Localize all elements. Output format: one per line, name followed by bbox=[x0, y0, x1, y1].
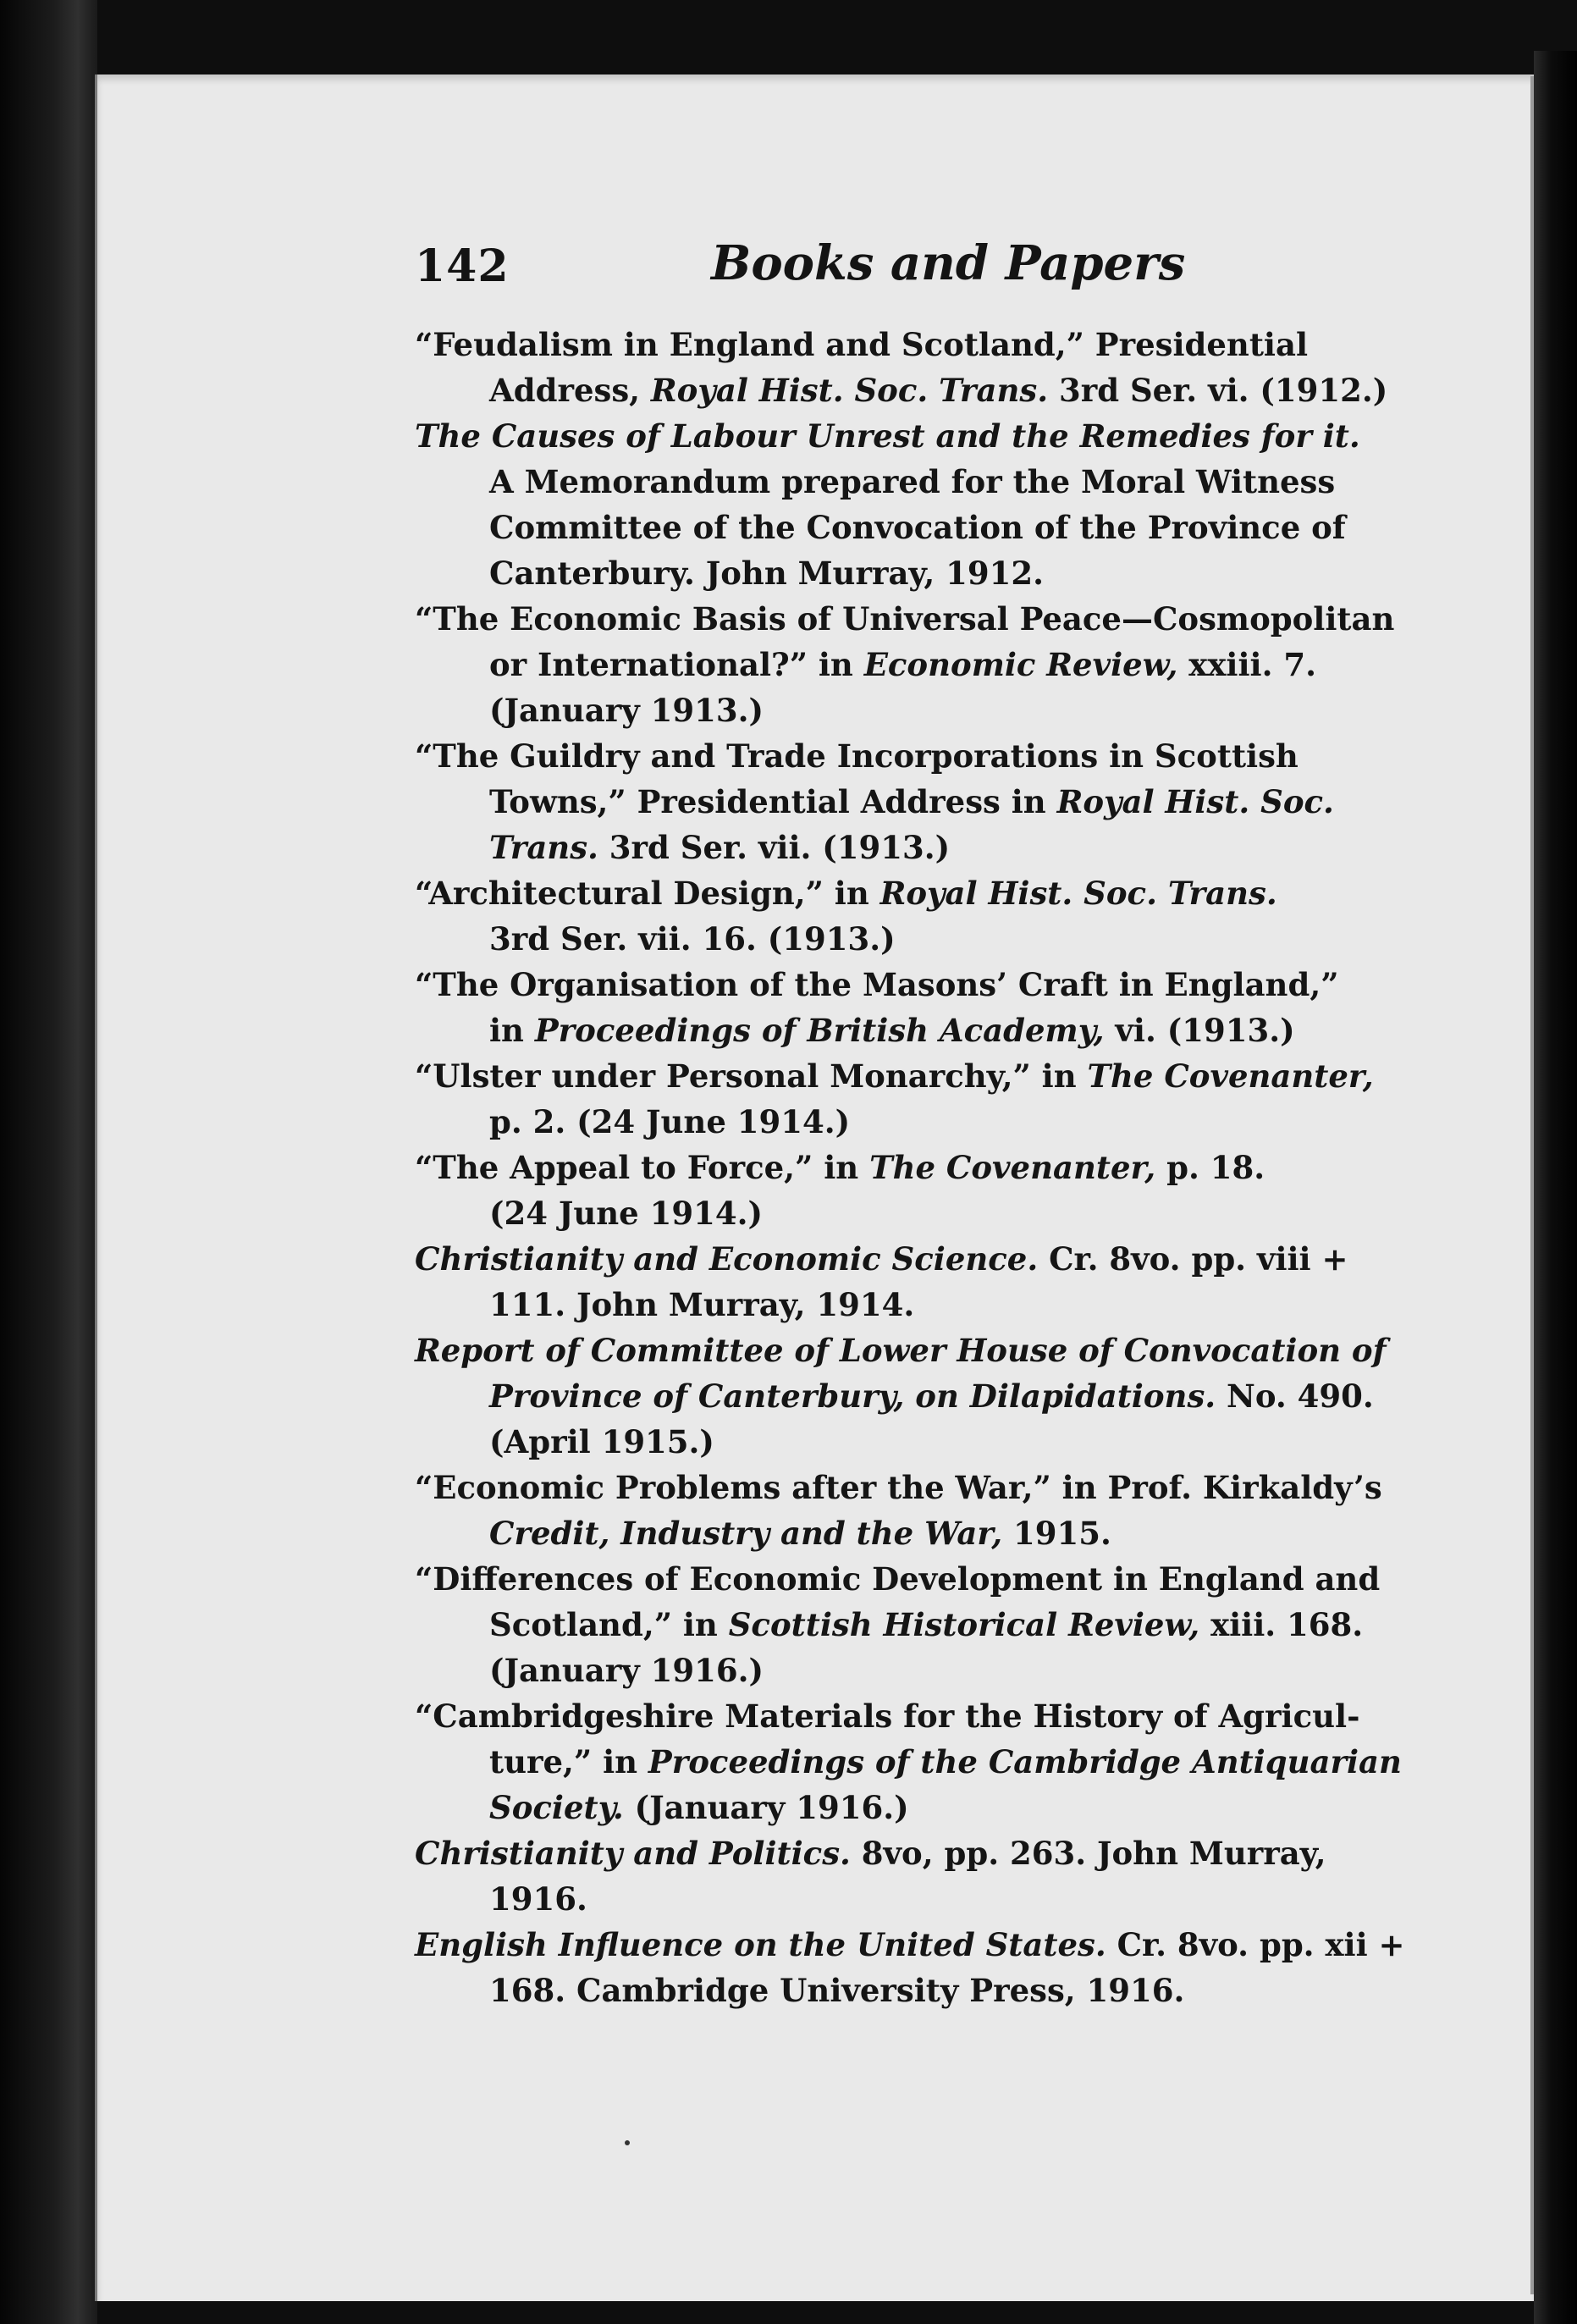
bibliography-entry bbox=[415, 1556, 1397, 1693]
entry-line bbox=[415, 1830, 1397, 1876]
bibliography-entry bbox=[415, 962, 1397, 1053]
entry-line bbox=[415, 916, 1397, 962]
entry-text: 3rd Ser. vi. (1912.) bbox=[1048, 372, 1388, 409]
entry-line bbox=[415, 1602, 1397, 1648]
bibliography-entry bbox=[415, 1693, 1402, 1830]
book-spine-edge bbox=[0, 0, 97, 2324]
bibliography-entry bbox=[415, 1236, 1397, 1328]
entry-text: vi. (1913.) bbox=[1104, 1012, 1295, 1049]
entry-text: “Architectural Design,” in bbox=[415, 875, 880, 912]
entry-text: “The Economic Basis of Universal Peace—Cosmopolitan bbox=[415, 600, 1395, 638]
entry-text: 1915. bbox=[1002, 1515, 1111, 1552]
running-title: Books and Papers bbox=[711, 235, 1186, 291]
entry-line bbox=[415, 1556, 1397, 1602]
italic-title-text: The Covenanter, bbox=[1087, 1057, 1374, 1095]
bibliography-entry bbox=[415, 1145, 1397, 1236]
entry-line bbox=[415, 1419, 1397, 1465]
entry-text: No. 490. bbox=[1216, 1377, 1374, 1415]
entry-line bbox=[415, 962, 1397, 1007]
bibliography-entry bbox=[415, 1328, 1397, 1465]
entry-text: “Differences of Economic Development in England and bbox=[415, 1560, 1381, 1598]
bibliography-entry bbox=[415, 1922, 1405, 2013]
italic-title-text: The Covenanter, bbox=[869, 1149, 1156, 1186]
italic-title-text: Royal Hist. Soc. Trans. bbox=[879, 875, 1277, 912]
italic-title-text: English Influence on the United States. bbox=[415, 1926, 1106, 1963]
entry-line bbox=[415, 459, 1397, 505]
bibliography-entry bbox=[415, 596, 1397, 733]
ink-speck bbox=[625, 2140, 630, 2145]
entry-line bbox=[415, 505, 1397, 550]
entry-text: “The Guildry and Trade Incorporations in Scottish bbox=[415, 737, 1299, 775]
entry-text: 1916. bbox=[489, 1880, 587, 1918]
italic-title-text: Royal Hist. Soc. Trans. bbox=[650, 372, 1049, 409]
entry-text: (January 1913.) bbox=[489, 692, 764, 729]
entry-line bbox=[415, 1739, 1402, 1785]
bibliography-entry bbox=[415, 413, 1397, 596]
entry-text: in bbox=[489, 1012, 535, 1049]
entry-line bbox=[415, 1099, 1397, 1145]
entry-line bbox=[415, 733, 1397, 779]
entry-text: Cr. 8vo. pp. viii + bbox=[1038, 1240, 1348, 1278]
entry-line bbox=[415, 1373, 1397, 1419]
page-header bbox=[415, 235, 1380, 303]
italic-title-text: The Causes of Labour Unrest and the Remedies for it. bbox=[415, 417, 1360, 455]
italic-title-text: Report of Committee of Lower House of Convocation of bbox=[415, 1332, 1387, 1369]
entry-line bbox=[415, 1190, 1397, 1236]
bibliography-entry bbox=[415, 1465, 1397, 1556]
bibliography-entry bbox=[415, 870, 1397, 962]
italic-title-text: Christianity and Politics. bbox=[415, 1835, 851, 1872]
entry-line bbox=[415, 596, 1397, 642]
entry-text: Address, bbox=[489, 372, 651, 409]
italic-title-text: Royal Hist. Soc. bbox=[1056, 783, 1334, 820]
entry-text: “Ulster under Personal Monarchy,” in bbox=[415, 1057, 1088, 1095]
entry-text: xxiii. 7. bbox=[1177, 646, 1316, 683]
bibliography-entry bbox=[415, 733, 1397, 870]
entry-line bbox=[415, 1693, 1397, 1739]
entry-text: A Memorandum prepared for the Moral Witness bbox=[489, 463, 1336, 500]
entry-text: Cr. 8vo. pp. xii + bbox=[1106, 1926, 1405, 1963]
entry-line bbox=[415, 413, 1397, 459]
entry-text: 3rd Ser. vii. 16. (1913.) bbox=[489, 920, 896, 958]
entry-text: “The Appeal to Force,” in bbox=[415, 1149, 870, 1186]
italic-title-text: Proceedings of British Academy, bbox=[534, 1012, 1105, 1049]
entry-text: or International?” in bbox=[489, 646, 864, 683]
entry-text: 168. Cambridge University Press, 1916. bbox=[489, 1972, 1185, 2009]
entry-line bbox=[415, 870, 1397, 916]
entry-text: “The Organisation of the Masons’ Craft in England,” bbox=[415, 966, 1339, 1003]
entry-text: (January 1916.) bbox=[489, 1652, 764, 1689]
page-number: 142 bbox=[415, 240, 510, 292]
italic-title-text: Society. bbox=[489, 1789, 624, 1826]
entry-text: Towns,” Presidential Address in bbox=[489, 783, 1057, 820]
entry-text: p. 2. (24 June 1914.) bbox=[489, 1103, 851, 1140]
entry-line bbox=[415, 687, 1397, 733]
bibliography-list bbox=[415, 322, 1405, 2013]
italic-title-text: Trans. bbox=[489, 829, 598, 866]
entry-text: (January 1916.) bbox=[623, 1789, 909, 1826]
entry-line bbox=[415, 1282, 1397, 1328]
entry-line bbox=[415, 642, 1397, 687]
entry-line bbox=[415, 1328, 1397, 1373]
italic-title-text: Proceedings of the Cambridge Antiquarian bbox=[648, 1743, 1402, 1780]
entry-text: 111. John Murray, 1914. bbox=[489, 1286, 915, 1323]
italic-title-text: Credit, Industry and the War, bbox=[489, 1515, 1003, 1552]
entry-line bbox=[415, 1785, 1397, 1830]
entry-text: xiii. 168. bbox=[1199, 1606, 1364, 1643]
entry-text: “Economic Problems after the War,” in Prof. Kirkaldy’s bbox=[415, 1469, 1382, 1506]
entry-line bbox=[415, 1876, 1397, 1922]
entry-line bbox=[415, 825, 1397, 870]
entry-text: 8vo, pp. 263. John Murray, bbox=[850, 1835, 1326, 1872]
entry-line bbox=[415, 367, 1397, 413]
entry-line bbox=[415, 322, 1397, 367]
entry-line bbox=[415, 1510, 1397, 1556]
entry-line bbox=[415, 1968, 1397, 2013]
entry-line bbox=[415, 1465, 1397, 1510]
entry-text: Committee of the Convocation of the Province of bbox=[489, 509, 1346, 546]
entry-line bbox=[415, 1922, 1405, 1968]
entry-text: ture,” in bbox=[489, 1743, 648, 1780]
italic-title-text: Christianity and Economic Science. bbox=[415, 1240, 1039, 1278]
italic-title-text: Province of Canterbury, on Dilapidations. bbox=[489, 1377, 1216, 1415]
entry-line bbox=[415, 1145, 1397, 1190]
entry-line bbox=[415, 779, 1397, 825]
entry-text: p. 18. bbox=[1155, 1149, 1265, 1186]
entry-line bbox=[415, 1053, 1397, 1099]
italic-title-text: Economic Review, bbox=[863, 646, 1178, 683]
entry-text: Scotland,” in bbox=[489, 1606, 729, 1643]
entry-text: “Feudalism in England and Scotland,” Presidential bbox=[415, 326, 1309, 363]
entry-line bbox=[415, 550, 1397, 596]
bibliography-entry bbox=[415, 1830, 1397, 1922]
entry-line bbox=[415, 1648, 1397, 1693]
entry-text: (24 June 1914.) bbox=[489, 1195, 763, 1232]
entry-line bbox=[415, 1236, 1397, 1282]
entry-line bbox=[415, 1007, 1397, 1053]
entry-text: “Cambridgeshire Materials for the History of Agricul- bbox=[415, 1697, 1360, 1735]
bibliography-entry bbox=[415, 1053, 1397, 1145]
bibliography-entry bbox=[415, 322, 1397, 413]
entry-text: (April 1915.) bbox=[489, 1423, 714, 1460]
entry-text: Canterbury. John Murray, 1912. bbox=[489, 555, 1044, 592]
next-page-edge bbox=[1534, 51, 1577, 2324]
italic-title-text: Scottish Historical Review, bbox=[728, 1606, 1200, 1643]
entry-text: 3rd Ser. vii. (1913.) bbox=[598, 829, 951, 866]
